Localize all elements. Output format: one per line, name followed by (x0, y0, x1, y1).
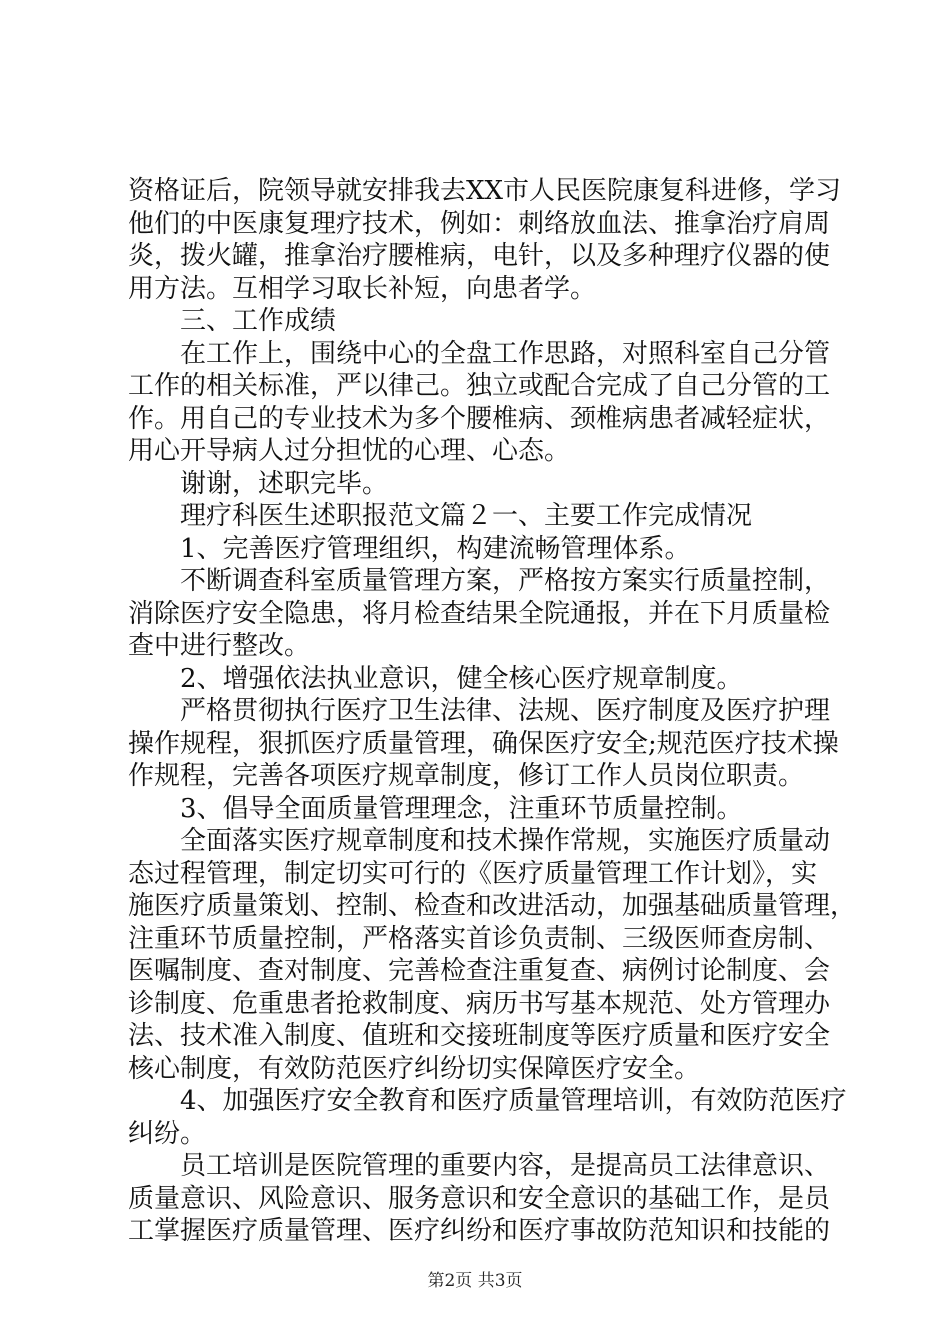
text-line: 工作的相关标准，严以律己。独立或配合完成了自己分管的工 (128, 371, 831, 401)
text-line: 操作规程，狠抓医疗质量管理，确保医疗安全;规范医疗技术操 (128, 728, 839, 759)
document-body (128, 175, 857, 1248)
text-line: 不断调查科室质量管理方案，严格按方案实行质量控制， (180, 566, 831, 596)
text-line: 工掌握医疗质量管理、医疗纠纷和医疗事故防范知识和技能的 (128, 1216, 831, 1246)
text-line: 资格证后，院领导就安排我去XX市人民医院康复科进修，学习 (128, 176, 842, 206)
text-line: 三、工作成绩 (180, 306, 337, 336)
text-line: 法、技术准入制度、值班和交接班制度等医疗质量和医疗安全 (128, 1021, 831, 1051)
text-line: 他们的中医康复理疗技术，例如：刺络放血法、推拿治疗肩周 (128, 208, 831, 239)
text-line: 作。用自己的专业技术为多个腰椎病、颈椎病患者减轻症状， (128, 403, 831, 434)
text-line: 用方法。互相学习取长补短，向患者学。 (128, 273, 597, 304)
text-line: 诊制度、危重患者抢救制度、病历书写基本规范、处方管理办 (128, 988, 831, 1019)
text-line: 2、增强依法执业意识，健全核心医疗规章制度。 (180, 663, 743, 694)
text-line: 作规程，完善各项医疗规章制度，修订工作人员岗位职责。 (128, 761, 805, 791)
text-line: 4、加强医疗安全教育和医疗质量管理培训，有效防范医疗 (180, 1086, 847, 1116)
text-line: 谢谢，述职完毕。 (180, 468, 389, 499)
text-line: 注重环节质量控制，严格落实首诊负责制、三级医师查房制、 (128, 923, 831, 954)
text-line: 消除医疗安全隐患，将月检查结果全院通报，并在下月质量检 (128, 598, 831, 629)
text-line: 查中进行整改。 (128, 631, 311, 661)
text-line: 严格贯彻执行医疗卫生法律、法规、医疗制度及医疗护理 (180, 696, 831, 726)
text-line: 施医疗质量策划、控制、检查和改进活动，加强基础质量管理， (128, 891, 857, 921)
page-footer: 第2页 共3页 (427, 1271, 523, 1291)
text-line: 在工作上，围绕中心的全盘工作思路，对照科室自己分管 (180, 338, 831, 369)
text-line: 1、完善医疗管理组织，构建流畅管理体系。 (180, 533, 691, 564)
text-line: 医嘱制度、查对制度、完善检查注重复查、病例讨论制度、会 (128, 956, 831, 986)
text-line: 用心开导病人过分担忧的心理、心态。 (128, 436, 571, 466)
text-line: 纠纷。 (128, 1118, 207, 1149)
text-line: 炎，拨火罐，推拿治疗腰椎病，电针，以及多种理疗仪器的使 (128, 241, 831, 271)
text-line: 态过程管理，制定切实可行的《医疗质量管理工作计划》，实 (128, 858, 818, 889)
text-line: 核心制度，有效防范医疗纠纷切实保障医疗安全。 (128, 1053, 701, 1084)
text-line: 质量意识、风险意识、服务意识和安全意识的基础工作，是员 (128, 1183, 831, 1214)
text-line: 3、倡导全面质量管理理念，注重环节质量控制。 (180, 793, 743, 824)
text-line: 员工培训是医院管理的重要内容，是提高员工法律意识、 (180, 1151, 831, 1181)
text-line: 理疗科医生述职报范文篇２一、主要工作完成情况 (180, 501, 753, 531)
text-line: 全面落实医疗规章制度和技术操作常规，实施医疗质量动 (180, 826, 831, 856)
